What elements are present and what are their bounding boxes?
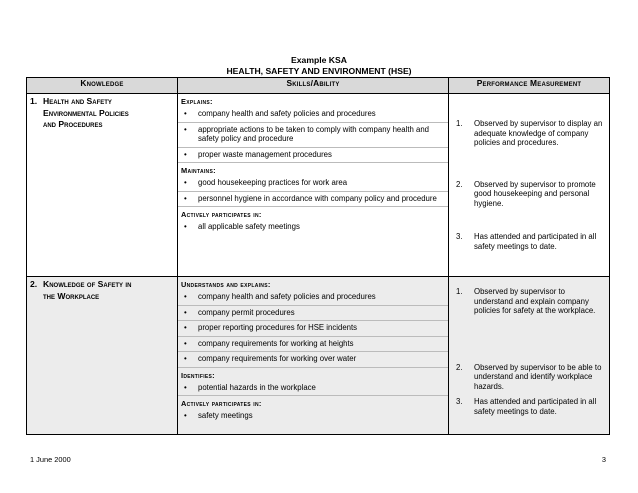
skill-item: • appropriate actions to be taken to comply with company health and safety policy and procedure <box>184 124 430 143</box>
row-number: 2. <box>30 279 38 289</box>
ksa-table <box>26 77 610 435</box>
skill-item: • company health and safety policies and procedures <box>184 109 376 118</box>
bullet-icon: • <box>184 354 187 363</box>
bullet-icon: • <box>184 222 187 231</box>
skill-group-heading: Explains: <box>181 97 213 106</box>
skills-cell <box>178 94 449 277</box>
knowledge-line: and Procedures <box>43 119 103 129</box>
divider <box>178 206 448 207</box>
bullet-icon: • <box>184 292 187 301</box>
skill-group-heading: Actively participates in: <box>181 399 262 408</box>
header-knowledge: Knowledge <box>27 78 178 94</box>
bullet-icon: • <box>184 178 187 187</box>
knowledge-line: Health and Safety <box>43 96 112 106</box>
skill-group-heading: Understands and explains: <box>181 280 271 289</box>
document-title: Example KSA <box>291 55 347 65</box>
knowledge-title <box>27 277 177 304</box>
skill-item: • company permit procedures <box>184 307 295 317</box>
measure-item: 3. Has attended and participated in all safety meetings to date. <box>456 397 597 416</box>
skill-group-heading: Maintains: <box>181 166 216 175</box>
bullet-icon: • <box>184 193 187 203</box>
header-performance-measurement: Performance Measurement <box>449 78 610 94</box>
skill-item: • company requirements for working over water <box>184 354 357 363</box>
divider <box>178 191 448 192</box>
knowledge-cell <box>27 94 178 277</box>
divider <box>178 122 448 123</box>
skill-item: • safety meetings <box>184 411 253 420</box>
skill-item: • personnel hygiene in accordance with company policy and procedure <box>184 193 437 203</box>
divider <box>178 336 448 337</box>
bullet-icon: • <box>184 382 187 392</box>
measure-item: 1. Observed by supervisor to understand and explain company policies for safety at the workplace. <box>456 287 596 315</box>
footer-date: 1 June 2000 <box>30 455 71 464</box>
skill-item: • proper waste management procedures <box>184 149 332 159</box>
skill-item: • company requirements for working at heights <box>184 338 354 348</box>
divider <box>178 320 448 321</box>
skills-cell <box>178 277 449 435</box>
skill-item: • proper reporting procedures for HSE incidents <box>184 323 358 332</box>
page-number: 3 <box>601 455 606 464</box>
knowledge-line: Environmental Policies <box>43 107 129 118</box>
measure-item: 2. Observed by supervisor to be able to understand and identify workplace hazards. <box>456 362 602 391</box>
divider <box>178 147 448 148</box>
bullet-icon: • <box>184 411 187 420</box>
skill-item: • good housekeeping practices for work area <box>184 178 348 187</box>
skill-item: • potential hazards in the workplace <box>184 382 316 392</box>
table-row <box>27 94 610 277</box>
knowledge-cell <box>27 277 178 435</box>
divider <box>178 351 448 352</box>
bullet-icon: • <box>184 124 187 134</box>
header-skills-ability: Skills/Ability <box>178 78 449 94</box>
divider <box>178 305 448 306</box>
bullet-icon: • <box>184 109 187 118</box>
measurement-cell <box>449 277 610 435</box>
divider <box>178 367 448 368</box>
row-number: 1. <box>30 96 38 106</box>
table-row <box>27 277 610 435</box>
knowledge-line: Knowledge of Safety in <box>43 279 132 289</box>
skill-item: • company health and safety policies and procedures <box>184 292 376 301</box>
measure-item: 3. Has attended and participated in all safety meetings to date. <box>456 232 597 251</box>
skill-item: • all applicable safety meetings <box>184 222 300 231</box>
knowledge-title <box>27 94 177 133</box>
measure-item: 2. Observed by supervisor to promote good housekeeping and personal hygiene. <box>456 179 596 208</box>
divider <box>178 162 448 163</box>
bullet-icon: • <box>184 338 187 348</box>
measurement-cell <box>449 94 610 277</box>
bullet-icon: • <box>184 323 187 332</box>
knowledge-line: the Workplace <box>43 290 100 301</box>
measure-item: 1. Observed by supervisor to display an adequate knowledge of company policies and procedures. <box>456 119 603 147</box>
header-row <box>27 78 610 94</box>
bullet-icon: • <box>184 307 187 317</box>
document-subtitle: HEALTH, SAFETY AND ENVIRONMENT (HSE) <box>226 66 412 76</box>
bullet-icon: • <box>184 149 187 159</box>
skill-group-heading: Actively participates in: <box>181 210 262 219</box>
skill-group-heading: Identifies: <box>181 370 215 380</box>
divider <box>178 395 448 396</box>
